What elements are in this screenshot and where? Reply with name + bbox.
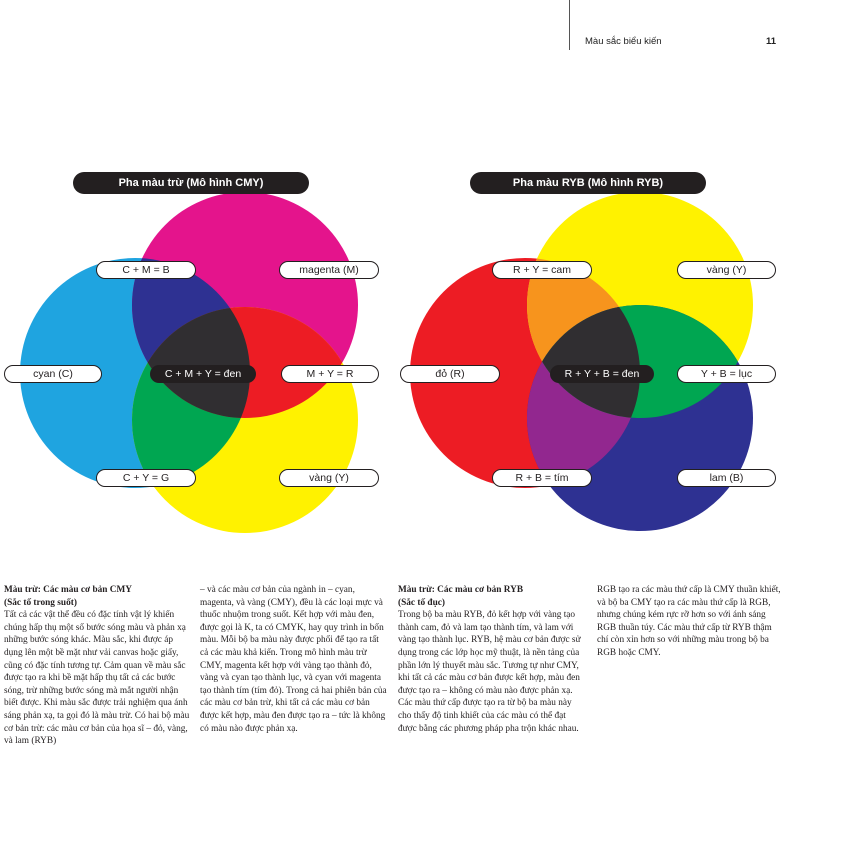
label-c-plus-y: C + Y = G bbox=[96, 469, 196, 487]
text-column-2 bbox=[200, 584, 388, 735]
label-cmy-center: C + M + Y = đen bbox=[150, 365, 256, 383]
col1-body: Tất cả các vật thể đều có đặc tính vật lý khiến chúng hấp thụ một số bước sóng màu và phản xạ những bước sóng khác. Màu sắc, khi được áp dụng lên một bề mặt như vải canvas hoặc giấy, cũng có đặc tính tương tự. Cảm quan về màu sắc được tạo ra khi bề mặt hấp thụ tất cả các bước sóng, trừ những bước sóng mà mắt người nhận biết được. Khi màu sắc được trải nghiệm qua ánh sáng phản xạ, ta gọi đó là màu trừ. Có hai bộ màu cơ bản trừ: các màu cơ bản của họa sĩ – đỏ, vàng, và lam (RYB) bbox=[4, 610, 190, 747]
label-yellow: vàng (Y) bbox=[279, 469, 379, 487]
label-red: đỏ (R) bbox=[400, 365, 500, 383]
col1-heading: Màu trừ: Các màu cơ bản CMY bbox=[4, 585, 132, 595]
col2-body: – và các màu cơ bản của ngành in – cyan, magenta, và vàng (CMY), đều là các loại mực và thuốc nhuộm trong suốt. Kết hợp với màu đen, được gọi là K, ta có CMYK, hay quy trình in bốn màu. Mỗi bộ ba màu này được phối để tạo ra tất cả các màu khả kiến. Trong mô hình màu trừ CMY, magenta kết hợp với vàng tạo thành đỏ, vàng và cyan tạo thành lục, và cyan với magenta tạo thành tím (tím đỏ). Trong cả hai phiên bản của các màu cơ bản trừ, khi tất cả các màu cơ bản được kết hợp, màu đen được tạo ra – tức là không có màu nào được phản xạ. bbox=[200, 585, 387, 734]
text-column-3 bbox=[398, 584, 586, 735]
label-r-plus-b: R + B = tím bbox=[492, 469, 592, 487]
label-blue: lam (B) bbox=[677, 469, 776, 487]
label-ryb-yellow: vàng (Y) bbox=[677, 261, 776, 279]
col3-body: Trong bộ ba màu RYB, đỏ kết hợp với vàng tạo thành cam, đỏ và lam tạo thành tím, và lam với vàng tạo thành lục. RYB, hệ màu cơ bản được sử dụng trong các lớp học mỹ thuật, là nền tảng của phần lớn lý thuyết màu sắc. Tương tự như CMY, khi tất cả các màu cơ bản được kết hợp, màu đen được tạo ra – không có màu nào được phản xạ. Các màu thứ cấp được tạo ra từ bộ ba màu này cho thấy độ tinh khiết của các màu có thể đạt được bằng các phương pháp pha trộn khác nhau. bbox=[398, 610, 581, 734]
label-magenta: magenta (M) bbox=[279, 261, 379, 279]
label-cyan: cyan (C) bbox=[4, 365, 102, 383]
col4-body: RGB tạo ra các màu thứ cấp là CMY thuần khiết, và bộ ba CMY tạo ra các màu thứ cấp là RGB, nhưng chúng kém rực rỡ hơn so với ánh sáng RGB thuần túy. Các màu thứ cấp từ RYB thậm chí còn xỉn hơn so với những màu trong bộ ba RGB hoặc CMY. bbox=[597, 585, 781, 658]
col1-subheading: (Sắc tố trong suốt) bbox=[4, 597, 77, 608]
cmy-title: Pha màu trừ (Mô hình CMY) bbox=[73, 172, 309, 194]
label-y-plus-b: Y + B = lục bbox=[677, 365, 776, 383]
col3-heading: Màu trừ: Các màu cơ bản RYB bbox=[398, 585, 524, 595]
page-number: 11 bbox=[766, 36, 777, 47]
label-m-plus-y: M + Y = R bbox=[281, 365, 379, 383]
text-column-1 bbox=[4, 584, 192, 748]
label-r-plus-y: R + Y = cam bbox=[492, 261, 592, 279]
col3-subheading: (Sắc tố đục) bbox=[398, 597, 445, 608]
text-column-4 bbox=[597, 584, 785, 660]
running-title: Màu sắc biểu kiến bbox=[585, 36, 662, 47]
ryb-title: Pha màu RYB (Mô hình RYB) bbox=[470, 172, 706, 194]
label-ryb-center: R + Y + B = đen bbox=[550, 365, 654, 383]
label-c-plus-m: C + M = B bbox=[96, 261, 196, 279]
